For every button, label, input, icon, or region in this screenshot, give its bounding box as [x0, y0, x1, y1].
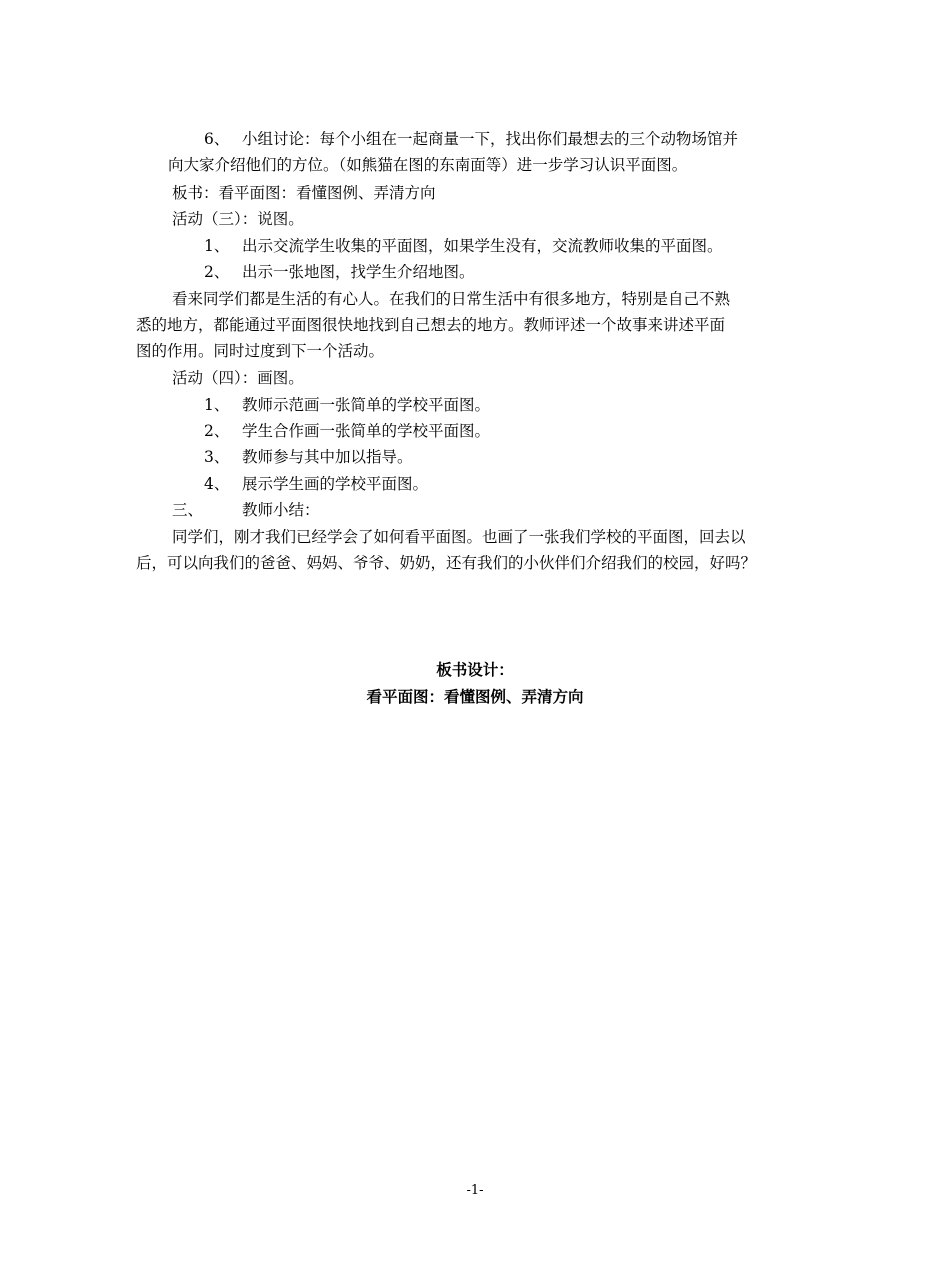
board-note: 板书：看平面图：看懂图例、弄清方向 [172, 184, 436, 202]
activity-3-title: 活动（三）：说图。 [172, 210, 304, 228]
activity-4-item-2 [204, 418, 490, 444]
list-item-6 [204, 126, 738, 152]
paragraph-1-line-3: 图的作用。同时过度到下一个活动。 [136, 342, 385, 360]
paragraph-1-line-1: 看来同学们都是生活的有心人。在我们的日常生活中有很多地方，特别是自己不熟 [172, 290, 731, 308]
board-design-title: 板书设计： [436, 660, 514, 679]
paragraph-1-line-2: 悉的地方，都能通过平面图很快地找到自己想去的地方。教师评述一个故事来讲述平面 [136, 316, 726, 334]
activity-3-item-1 [204, 233, 723, 259]
list-item-6-continuation: 向大家介绍他们的方位。（如熊猫在图的东南面等）进一步学习认识平面图。 [168, 156, 688, 174]
list-number: 2、 [204, 422, 230, 440]
activity-3-item-2 [204, 259, 475, 285]
list-text: 出示一张地图，找学生介绍地图。 [242, 263, 475, 281]
activity-4-item-4 [204, 471, 428, 497]
list-number: 2、 [204, 263, 230, 281]
section-title: 教师小结： [242, 501, 320, 519]
list-number: 4、 [204, 475, 230, 493]
list-number: 1、 [204, 396, 230, 414]
list-number: 1、 [204, 237, 230, 255]
page-number: -1- [466, 1183, 484, 1198]
activity-4-item-1 [204, 392, 490, 418]
activity-4-title: 活动（四）：画图。 [172, 369, 304, 387]
section-3-heading [172, 497, 320, 523]
list-text: 教师示范画一张简单的学校平面图。 [242, 396, 491, 414]
paragraph-2-line-2: 后，可以向我们的爸爸、妈妈、爷爷、奶奶，还有我们的小伙伴们介绍我们的校园，好吗？ [136, 554, 757, 572]
list-text: 学生合作画一张简单的学校平面图。 [242, 422, 491, 440]
list-text: 出示交流学生收集的平面图，如果学生没有，交流教师收集的平面图。 [242, 237, 723, 255]
activity-4-item-3 [204, 444, 413, 470]
list-number: 6、 [204, 130, 230, 148]
section-number: 三、 [172, 501, 204, 519]
board-design-content: 看平面图：看懂图例、弄清方向 [366, 687, 584, 706]
list-number: 3、 [204, 448, 230, 466]
list-text: 教师参与其中加以指导。 [242, 448, 413, 466]
list-text: 小组讨论：每个小组在一起商量一下，找出你们最想去的三个动物场馆并 [242, 130, 739, 148]
list-text: 展示学生画的学校平面图。 [242, 475, 429, 493]
paragraph-2-line-1: 同学们，刚才我们已经学会了如何看平面图。也画了一张我们学校的平面图，回去以 [172, 528, 746, 546]
